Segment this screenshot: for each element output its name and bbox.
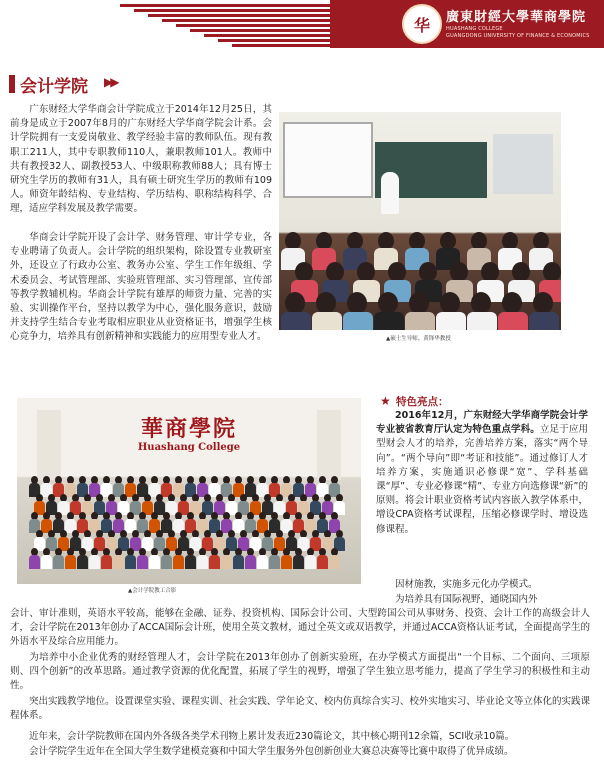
double-arrow-icon: ▶▶	[104, 75, 117, 89]
logo-glyph: 华	[413, 15, 430, 35]
feature-lead-paragraph	[376, 409, 588, 537]
school-name: 廣東財經大學華商學院	[446, 10, 587, 25]
intro-paragraph-1-text: 广东财经大学华商会计学院成立于2014年12月25日，其前身是成立于2007年8月的广东财经大学华商学院会计系。会计学院拥有一支爱岗敬业、教学经验丰富的教师队伍。现有教职工211人，其中专职教师110人，兼职教师101人。教师中共有教授32人、副教授53人、中级职称教师88人；具有博士研究生学历的教师有31人，具有硕士研究生学历的教师有109人。师资年龄结构、专业结构、学历结构、职称结构科学、合理，适应学科发展及教学需要。	[10, 104, 272, 215]
student-head	[295, 262, 313, 282]
section-marker	[9, 75, 15, 93]
person-body	[221, 555, 232, 569]
student-body	[436, 312, 466, 330]
lecturer-figure	[381, 172, 399, 214]
feature-paragraph-6-text: 近年来，会计学院教师在国内外各级各类学术刊物上累计发表近230篇论文，其中核心期刊12余篇，SCI收录10篇。	[29, 731, 515, 742]
person-body	[281, 555, 292, 569]
feature-lead-bold: 2016年12月，广东财经大学华商学院会计学专业被省教育厅认定为特色重点学科。	[376, 410, 588, 436]
wall-panel	[493, 134, 553, 194]
student-body	[312, 312, 342, 330]
person-body	[65, 555, 76, 569]
person-body	[173, 555, 184, 569]
student-head	[502, 292, 522, 314]
feature-title: 特色亮点：	[396, 396, 449, 408]
person-body	[89, 555, 100, 569]
classroom-photo	[279, 112, 561, 330]
feature-lead-text: 立足于应用型财会人才的培养，完善培养方案，落实“两个导向”。“两个导向”即“考证和技能”。通过修订人才培养方案，实施通识必修课“宽”、学科基础课“厚”、专业必修课“精”、专业方向选修课“新”的原则。将会计职业资格考试内容嵌入教学体系中，增设CPA资格考试课程，压缩必修课学时、增设选修课程。	[376, 424, 588, 535]
intro-paragraph-1	[10, 103, 272, 217]
student-head	[481, 262, 499, 282]
student-head	[440, 292, 460, 314]
person-body	[137, 555, 148, 569]
person-body	[149, 555, 160, 569]
faculty-group-photo	[17, 398, 361, 584]
person-body	[317, 555, 328, 569]
student-body	[374, 312, 404, 330]
student-head	[512, 262, 530, 282]
person-body	[197, 555, 208, 569]
building-column	[37, 410, 61, 480]
student-body	[498, 312, 528, 330]
person-body	[53, 555, 64, 569]
student-head	[450, 262, 468, 282]
person-body	[41, 555, 52, 569]
person-body	[305, 555, 316, 569]
person-body	[257, 555, 268, 569]
student-head	[326, 262, 344, 282]
projection-screen	[283, 122, 373, 198]
student-head	[471, 292, 491, 314]
building-sign: 華商學院	[140, 416, 237, 442]
feature-paragraph-4	[10, 651, 590, 694]
student-head	[409, 292, 429, 314]
student-body	[467, 312, 497, 330]
feature-paragraph-7-text: 会计学院学生近年在全国大学生数学建模竞赛和中国大学生服务外包创新创业大赛总决赛等比赛中取得了优异成绩。	[29, 746, 514, 757]
feature-paragraph-5	[10, 695, 590, 723]
person-body	[77, 555, 88, 569]
feature-paragraph-6	[10, 730, 590, 744]
intro-paragraph-2	[10, 231, 272, 345]
student-head	[285, 292, 305, 314]
person-body	[125, 555, 136, 569]
student-body	[281, 312, 311, 330]
student-head	[388, 262, 406, 282]
person-body	[209, 555, 220, 569]
person-body	[29, 555, 40, 569]
school-english-name: HUASHANG COLLEGE	[446, 26, 503, 32]
feature-paragraph-5-text: 突出实践教学地位。设置课堂实验、课程实训、社会实践、学年论文、校内仿真综合实习、校外实地实习、毕业论文等立体化的实践课程体系。	[10, 696, 590, 722]
section-title: 会计学院	[20, 77, 88, 97]
feature-paragraph-7	[10, 745, 590, 759]
person-body	[101, 555, 112, 569]
student-head	[378, 292, 398, 314]
feature-paragraph-3-start-text: 为培养具有国际视野，通晓国内外	[395, 594, 538, 605]
feature-paragraph-3-start	[376, 593, 588, 607]
classroom-photo-caption: ▲硕士生导师、黄锋华教授	[386, 336, 451, 342]
person-body	[329, 555, 340, 569]
feature-paragraph-3: 会计、审计准则，英语水平较高，能够在金融、证券、投资机构、国际会计公司、大型跨国公司从事财务、投资、会计工作的高级会计人才，会计学院在2013年创办了ACCA国际会计班，使用全英文教材，通过全英文或双语教学，并通过ACCA资格认证考试，全面提高学生的外语水平及综合应用能力。	[10, 608, 590, 648]
person-body	[293, 555, 304, 569]
student-head	[316, 292, 336, 314]
star-icon: ★	[380, 394, 391, 408]
student-head	[533, 292, 553, 314]
student-head	[419, 262, 437, 282]
student-body	[529, 312, 559, 330]
university-english-name: GUANGDONG UNIVERSITY OF FINANCE & ECONOMICS	[446, 33, 590, 39]
group-photo-caption: ▲会计学院教工合影	[128, 588, 177, 594]
student-body	[343, 312, 373, 330]
person-body	[113, 555, 124, 569]
student-head	[357, 262, 375, 282]
building-sign-english: Huashang College	[137, 442, 241, 453]
building-column	[317, 410, 341, 480]
intro-paragraph-2-text: 华商会计学院开设了会计学、财务管理、审计学专业，各专业聘请了负责人。会计学院的组织架构，除设置专业教研室外，还设立了行政办公室、教务办公室、学生工作年级组、学术委员会、考试管理部、实验班管理部、实习管理部、宣传部等教学教辅机构。华商会计学院有雄厚的师资力量、完善的实验、实训操作平台，坚持以教学为中心，强化服务意识，鼓励并支持学生结合专业考取相应职业从业资格证书，增强学生核心竞争力，培养具有创新精神和实践能力的应用型专业人才。	[10, 232, 272, 343]
person-body	[233, 555, 244, 569]
student-head	[347, 292, 367, 314]
feature-paragraph-4-text: 为培养中小企业优秀的财经管理人才，会计学院在2013年创办了创新实验班，在办学模式方面提出“一个目标、二个面向、三项原则、四个创新”的改革思路。通过教学资源的优化配置，拓展了学生的视野，增强了学生独立思考能力，提高了学生学习的积极性和主动性。	[10, 652, 590, 692]
feature-paragraph-2	[376, 578, 588, 592]
person-body	[245, 555, 256, 569]
student-body	[405, 312, 435, 330]
school-logo-icon	[402, 4, 442, 44]
person-body	[185, 555, 196, 569]
feature-paragraph-2-text: 因材施教，实施多元化办学模式。	[395, 579, 538, 590]
student-head	[543, 262, 561, 282]
person-body	[269, 555, 280, 569]
person-body	[161, 555, 172, 569]
